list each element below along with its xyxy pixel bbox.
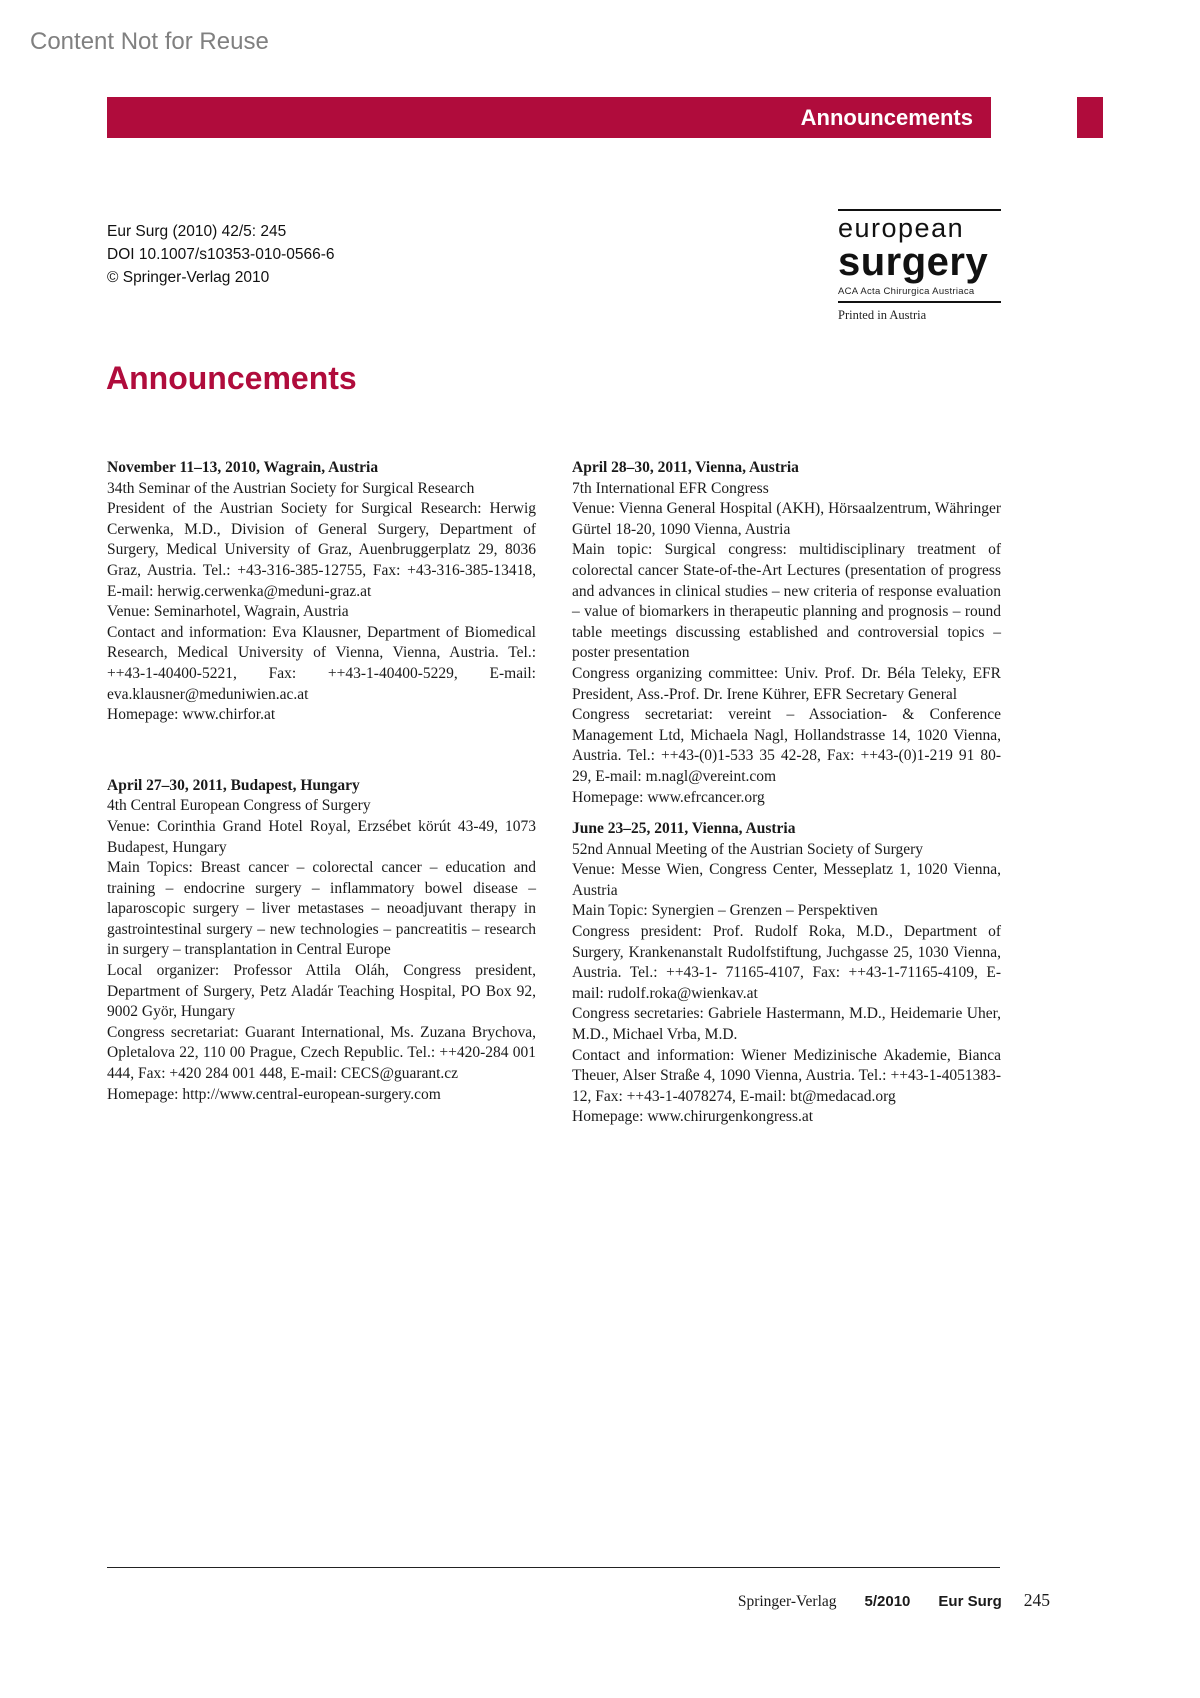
announcement-paragraph: Main topic: Surgical congress: multidisciplinary treatment of colorectal cancer State-of-the-Art Lectures (presentation of progress and advances in clinical studies – new criteria of response evaluation – value of biomarkers in therapeutic planning and prognosis – round table meetings discussing established and controversial topics – poster presentation <box>572 541 1001 662</box>
footer-publisher: Springer-Verlag <box>737 1593 837 1610</box>
citation-block <box>107 220 335 289</box>
announcements-columns <box>107 458 1001 1128</box>
right-column <box>572 458 1001 1128</box>
logo-word-european: european <box>838 213 965 243</box>
announcement-paragraph: Venue: Seminarhotel, Wagrain, Austria <box>107 603 349 621</box>
announcement-paragraph: Main Topic: Synergien – Grenzen – Perspektiven <box>572 902 878 920</box>
announcement-paragraph: President of the Austrian Society for Surgical Research: Herwig Cerwenka, M.D., Division of General Surgery, Department of Surgery, Medical University of Graz, Auenbruggerplatz 29, 8036 Graz, Austria. Tel.: +43-316-385-12755, Fax: +43-316-385-13418, E-mail: herwig.cerwenka@meduni-graz.at <box>107 500 536 600</box>
footer <box>738 1590 1050 1611</box>
announcement-paragraph: Contact and information: Wiener Medizinische Akademie, Bianca Theuer, Alser Straße 4, 1090 Vienna, Austria. Tel.: ++43-1-4051383-12, Fax: ++43-1-4078274, E-mail: bt@medacad.org <box>572 1046 1001 1105</box>
announcement-paragraph: Venue: Vienna General Hospital (AKH), Hörsaalzentrum, Währinger Gürtel 18-20, 1090 Vienna, Austria <box>572 500 1001 538</box>
announcement-paragraph: 52nd Annual Meeting of the Austrian Society of Surgery <box>572 840 923 858</box>
footer-rule <box>107 1567 1000 1568</box>
citation-doi: DOI 10.1007/s10353-010-0566-6 <box>107 246 335 263</box>
footer-issue: 5/2010 <box>864 1593 911 1610</box>
left-column <box>107 458 536 1128</box>
banner-corner-block <box>1077 97 1103 138</box>
banner-label: Announcements <box>800 104 973 130</box>
announcement-budapest <box>107 776 536 1106</box>
announcement-paragraph: Congress secretaries: Gabriele Hastermann, M.D., Heidemarie Uher, M.D., Michael Vrba, M.D. <box>572 1005 1001 1044</box>
announcement-paragraph: Congress secretariat: vereint – Association- & Conference Management Ltd, Michaela Nagl, Hollandstrasse 14, 1020 Vienna, Austria. Tel.: ++43-(0)1-533 35 42-28, Fax: ++43-(0)1-219 91 80-29, E-mail: m.nagl@vereint.com <box>572 706 1001 785</box>
announcement-heading: April 27–30, 2011, Budapest, Hungary <box>107 776 360 794</box>
announcement-paragraph: Local organizer: Professor Attila Oláh, Congress president, Department of Surgery, Petz Aladár Teaching Hospital, PO Box 92, 9002 Györ, Hungary <box>107 962 536 1021</box>
announcement-wagrain <box>107 458 536 726</box>
logo-subtitle: ACA Acta Chirurgica Austriaca <box>838 286 975 298</box>
citation-copyright: © Springer-Verlag 2010 <box>107 269 270 286</box>
announcement-heading: June 23–25, 2011, Vienna, Austria <box>572 820 796 838</box>
announcement-paragraph: Venue: Corinthia Grand Hotel Royal, Erzsébet körút 43-49, 1073 Budapest, Hungary <box>107 817 536 856</box>
announcement-paragraph: 4th Central European Congress of Surgery <box>107 797 371 815</box>
announcement-vienna-efr <box>572 458 1001 808</box>
page-title: Announcements <box>106 360 357 396</box>
announcement-heading: November 11–13, 2010, Wagrain, Austria <box>107 459 379 476</box>
announcement-paragraph: Main Topics: Breast cancer – colorectal cancer – education and training – endocrine surgery – inflammatory bowel disease – laparoscopic surgery – liver metastases – neoadjuvant therapy in gastrointestinal surgery – new technologies – pancreatitis – research in surgery – transplantation in Central Europe <box>107 859 536 959</box>
citation-reference: Eur Surg (2010) 42/5: 245 <box>107 223 287 240</box>
announcement-paragraph: Congress president: Prof. Rudolf Roka, M.D., Department of Surgery, Krankenanstalt Rudolfstiftung, Juchgasse 25, 1030 Vienna, Austria. Tel.: ++43-1- 71165-4107, Fax: ++43-1-71165-4109, E-mail: rudolf.roka@wienkav.at <box>572 923 1001 1002</box>
announcement-homepage: Homepage: www.chirfor.at <box>107 706 276 724</box>
announcement-homepage: Homepage: www.efrcancer.org <box>572 788 765 806</box>
footer-journal: Eur Surg <box>938 1593 1002 1610</box>
footer-page-number: 245 <box>1023 1590 1050 1610</box>
logo-rule-bottom <box>838 301 1001 303</box>
announcements-banner <box>107 97 991 138</box>
announcement-paragraph: 34th Seminar of the Austrian Society for Surgical Research <box>107 479 475 497</box>
logo-rule-top <box>838 209 1001 211</box>
announcement-paragraph: Congress secretariat: Guarant International, Ms. Zuzana Brychova, Opletalova 22, 110 00 Prague, Czech Republic. Tel.: ++420-284 001 444, Fax: +420 284 001 448, E-mail: CECS@guarant.cz <box>107 1023 536 1083</box>
announcement-homepage: Homepage: http://www.central-european-surgery.com <box>107 1085 441 1103</box>
watermark-text: Content Not for Reuse <box>30 28 269 55</box>
announcement-vienna-annual <box>572 819 1001 1128</box>
journal-logo <box>838 209 1001 323</box>
announcement-paragraph: 7th International EFR Congress <box>572 479 769 497</box>
announcement-paragraph: Congress organizing committee: Univ. Prof. Dr. Béla Teleky, EFR President, Ass.-Prof. Dr. Irene Kührer, EFR Secretary General <box>572 664 1001 703</box>
logo-printed-in: Printed in Austria <box>838 308 927 323</box>
announcement-paragraph: Venue: Messe Wien, Congress Center, Messeplatz 1, 1020 Vienna, Austria <box>572 861 1001 899</box>
logo-word-surgery: surgery <box>838 240 989 285</box>
announcement-heading: April 28–30, 2011, Vienna, Austria <box>572 459 799 476</box>
announcement-homepage: Homepage: www.chirurgenkongress.at <box>572 1108 814 1126</box>
announcement-paragraph: Contact and information: Eva Klausner, Department of Biomedical Research, Medical University of Vienna, Vienna, Austria. Tel.: ++43-1-40400-5221, Fax: ++43-1-40400-5229, E-mail: eva.klausner@meduniwien.ac.at <box>107 623 536 703</box>
